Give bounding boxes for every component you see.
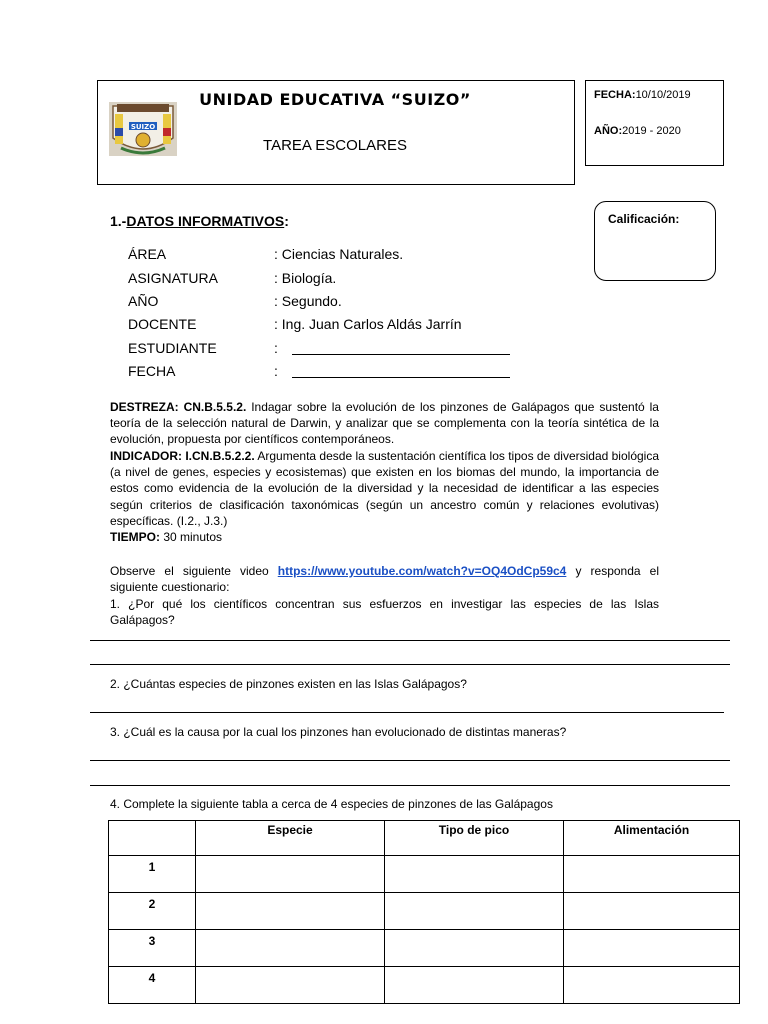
answer-line-2[interactable] — [90, 712, 724, 713]
alimentacion-cell[interactable] — [564, 893, 740, 930]
info-label-area: ÁREA — [128, 246, 167, 262]
section-number: 1.- — [110, 213, 127, 229]
logo-text: SUIZO — [130, 123, 156, 131]
question-3: 3. ¿Cuál es la causa por la cual los pinzones han evolucionado de distintas maneras? — [110, 725, 567, 739]
especie-cell[interactable] — [196, 967, 385, 1004]
answer-line-1b[interactable] — [90, 664, 730, 665]
finch-table — [108, 820, 740, 1004]
info-value-anio: : Segundo. — [274, 293, 342, 309]
question-2: 2. ¿Cuántas especies de pinzones existen en las Islas Galápagos? — [110, 677, 467, 691]
tipo-pico-cell[interactable] — [385, 930, 564, 967]
indicador-text: Argumenta desde la sustentación científica los tipos de diversidad biológica (a nivel de genes, especies y ecosistemas) que existen en los biomas del mundo, la importancia de estos como evidencia de la evolución de la diversidad y la necesidad de identificar a las especies según criterios de clasificación taxonómicas (según un ancestro común y relaciones evolutivas) específicas. (I.2., J.3.) — [110, 449, 660, 528]
row-number: 3 — [109, 930, 196, 967]
question-1: 1. ¿Por qué los científicos concentran sus esfuerzos en investigar las especies de las Islas Galápagos? — [110, 597, 659, 628]
anio-label: AÑO: — [594, 125, 623, 137]
info-label-asignatura: ASIGNATURA — [128, 270, 218, 286]
intro-after: y responda el siguiente cuestionario: — [110, 564, 659, 595]
table-row — [109, 856, 740, 893]
destreza-text: Indagar sobre la evolución de los pinzones de Galápagos que sustentó la teoría de la selección natural de Darwin, y analizar que se complementa con la teoría sintética de la evolución, propuesta por científicos contemporáneos. — [110, 400, 659, 447]
table-header-alimentacion: Alimentación — [564, 821, 740, 856]
tiempo-text: 30 minutos — [160, 530, 223, 544]
fecha-label: FECHA: — [594, 89, 636, 101]
destreza-paragraph — [110, 399, 659, 448]
info-label-fecha: FECHA — [128, 363, 176, 379]
alimentacion-cell[interactable] — [564, 856, 740, 893]
section-colon: : — [284, 213, 289, 229]
alimentacion-cell[interactable] — [564, 967, 740, 1004]
info-label-docente: DOCENTE — [128, 316, 197, 332]
grade-label: Calificación: — [608, 212, 680, 226]
row-number: 2 — [109, 893, 196, 930]
section-title — [110, 213, 289, 229]
tiempo-label: TIEMPO: — [110, 530, 160, 544]
intro-before: Observe el siguiente video — [110, 564, 278, 578]
fecha-value: 10/10/2019 — [635, 89, 691, 101]
answer-line-3b[interactable] — [90, 785, 730, 786]
alimentacion-cell[interactable] — [564, 930, 740, 967]
indicador-paragraph — [110, 448, 659, 529]
anio-line — [594, 125, 681, 137]
info-value-fecha: : — [274, 363, 278, 379]
fecha-blank-line[interactable] — [292, 376, 510, 378]
especie-cell[interactable] — [196, 893, 385, 930]
table-header-tipo-pico: Tipo de pico — [385, 821, 564, 856]
table-row — [109, 967, 740, 1004]
table-header-row — [109, 821, 740, 856]
info-value-docente: : Ing. Juan Carlos Aldás Jarrín — [274, 316, 462, 332]
anio-value: 2019 - 2020 — [622, 125, 681, 137]
info-label-estudiante: ESTUDIANTE — [128, 340, 217, 356]
row-number: 4 — [109, 967, 196, 1004]
table-header-especie: Especie — [196, 821, 385, 856]
info-value-estudiante: : — [274, 340, 278, 356]
school-name: UNIDAD EDUCATIVA “SUIZO” — [199, 90, 471, 109]
table-row — [109, 893, 740, 930]
school-logo — [107, 98, 179, 160]
tipo-pico-cell[interactable] — [385, 967, 564, 1004]
info-label-anio: AÑO — [128, 293, 159, 309]
table-header-blank — [109, 821, 196, 856]
tipo-pico-cell[interactable] — [385, 856, 564, 893]
info-value-asignatura: : Biología. — [274, 270, 337, 286]
especie-cell[interactable] — [196, 856, 385, 893]
info-value-area: : Ciencias Naturales. — [274, 246, 404, 262]
row-number: 1 — [109, 856, 196, 893]
especie-cell[interactable] — [196, 930, 385, 967]
tipo-pico-cell[interactable] — [385, 893, 564, 930]
answer-line-1a[interactable] — [90, 640, 730, 641]
fecha-line — [594, 89, 691, 101]
intro-paragraph — [110, 563, 659, 595]
estudiante-blank-line[interactable] — [292, 353, 510, 355]
section-title-text: DATOS INFORMATIVOS — [126, 213, 285, 229]
document-title: TAREA ESCOLARES — [263, 137, 407, 154]
destreza-label: DESTREZA: CN.B.5.5.2. — [110, 400, 247, 414]
tiempo-line — [110, 529, 659, 545]
video-link[interactable]: https://www.youtube.com/watch?v=OQ4OdCp59c4 — [277, 564, 567, 578]
indicador-label: INDICADOR: I.CN.B.5.2.2. — [110, 449, 255, 463]
table-row — [109, 930, 740, 967]
question-4: 4. Complete la siguiente tabla a cerca de 4 especies de pinzones de las Galápagos — [110, 797, 553, 811]
answer-line-3a[interactable] — [90, 760, 730, 761]
